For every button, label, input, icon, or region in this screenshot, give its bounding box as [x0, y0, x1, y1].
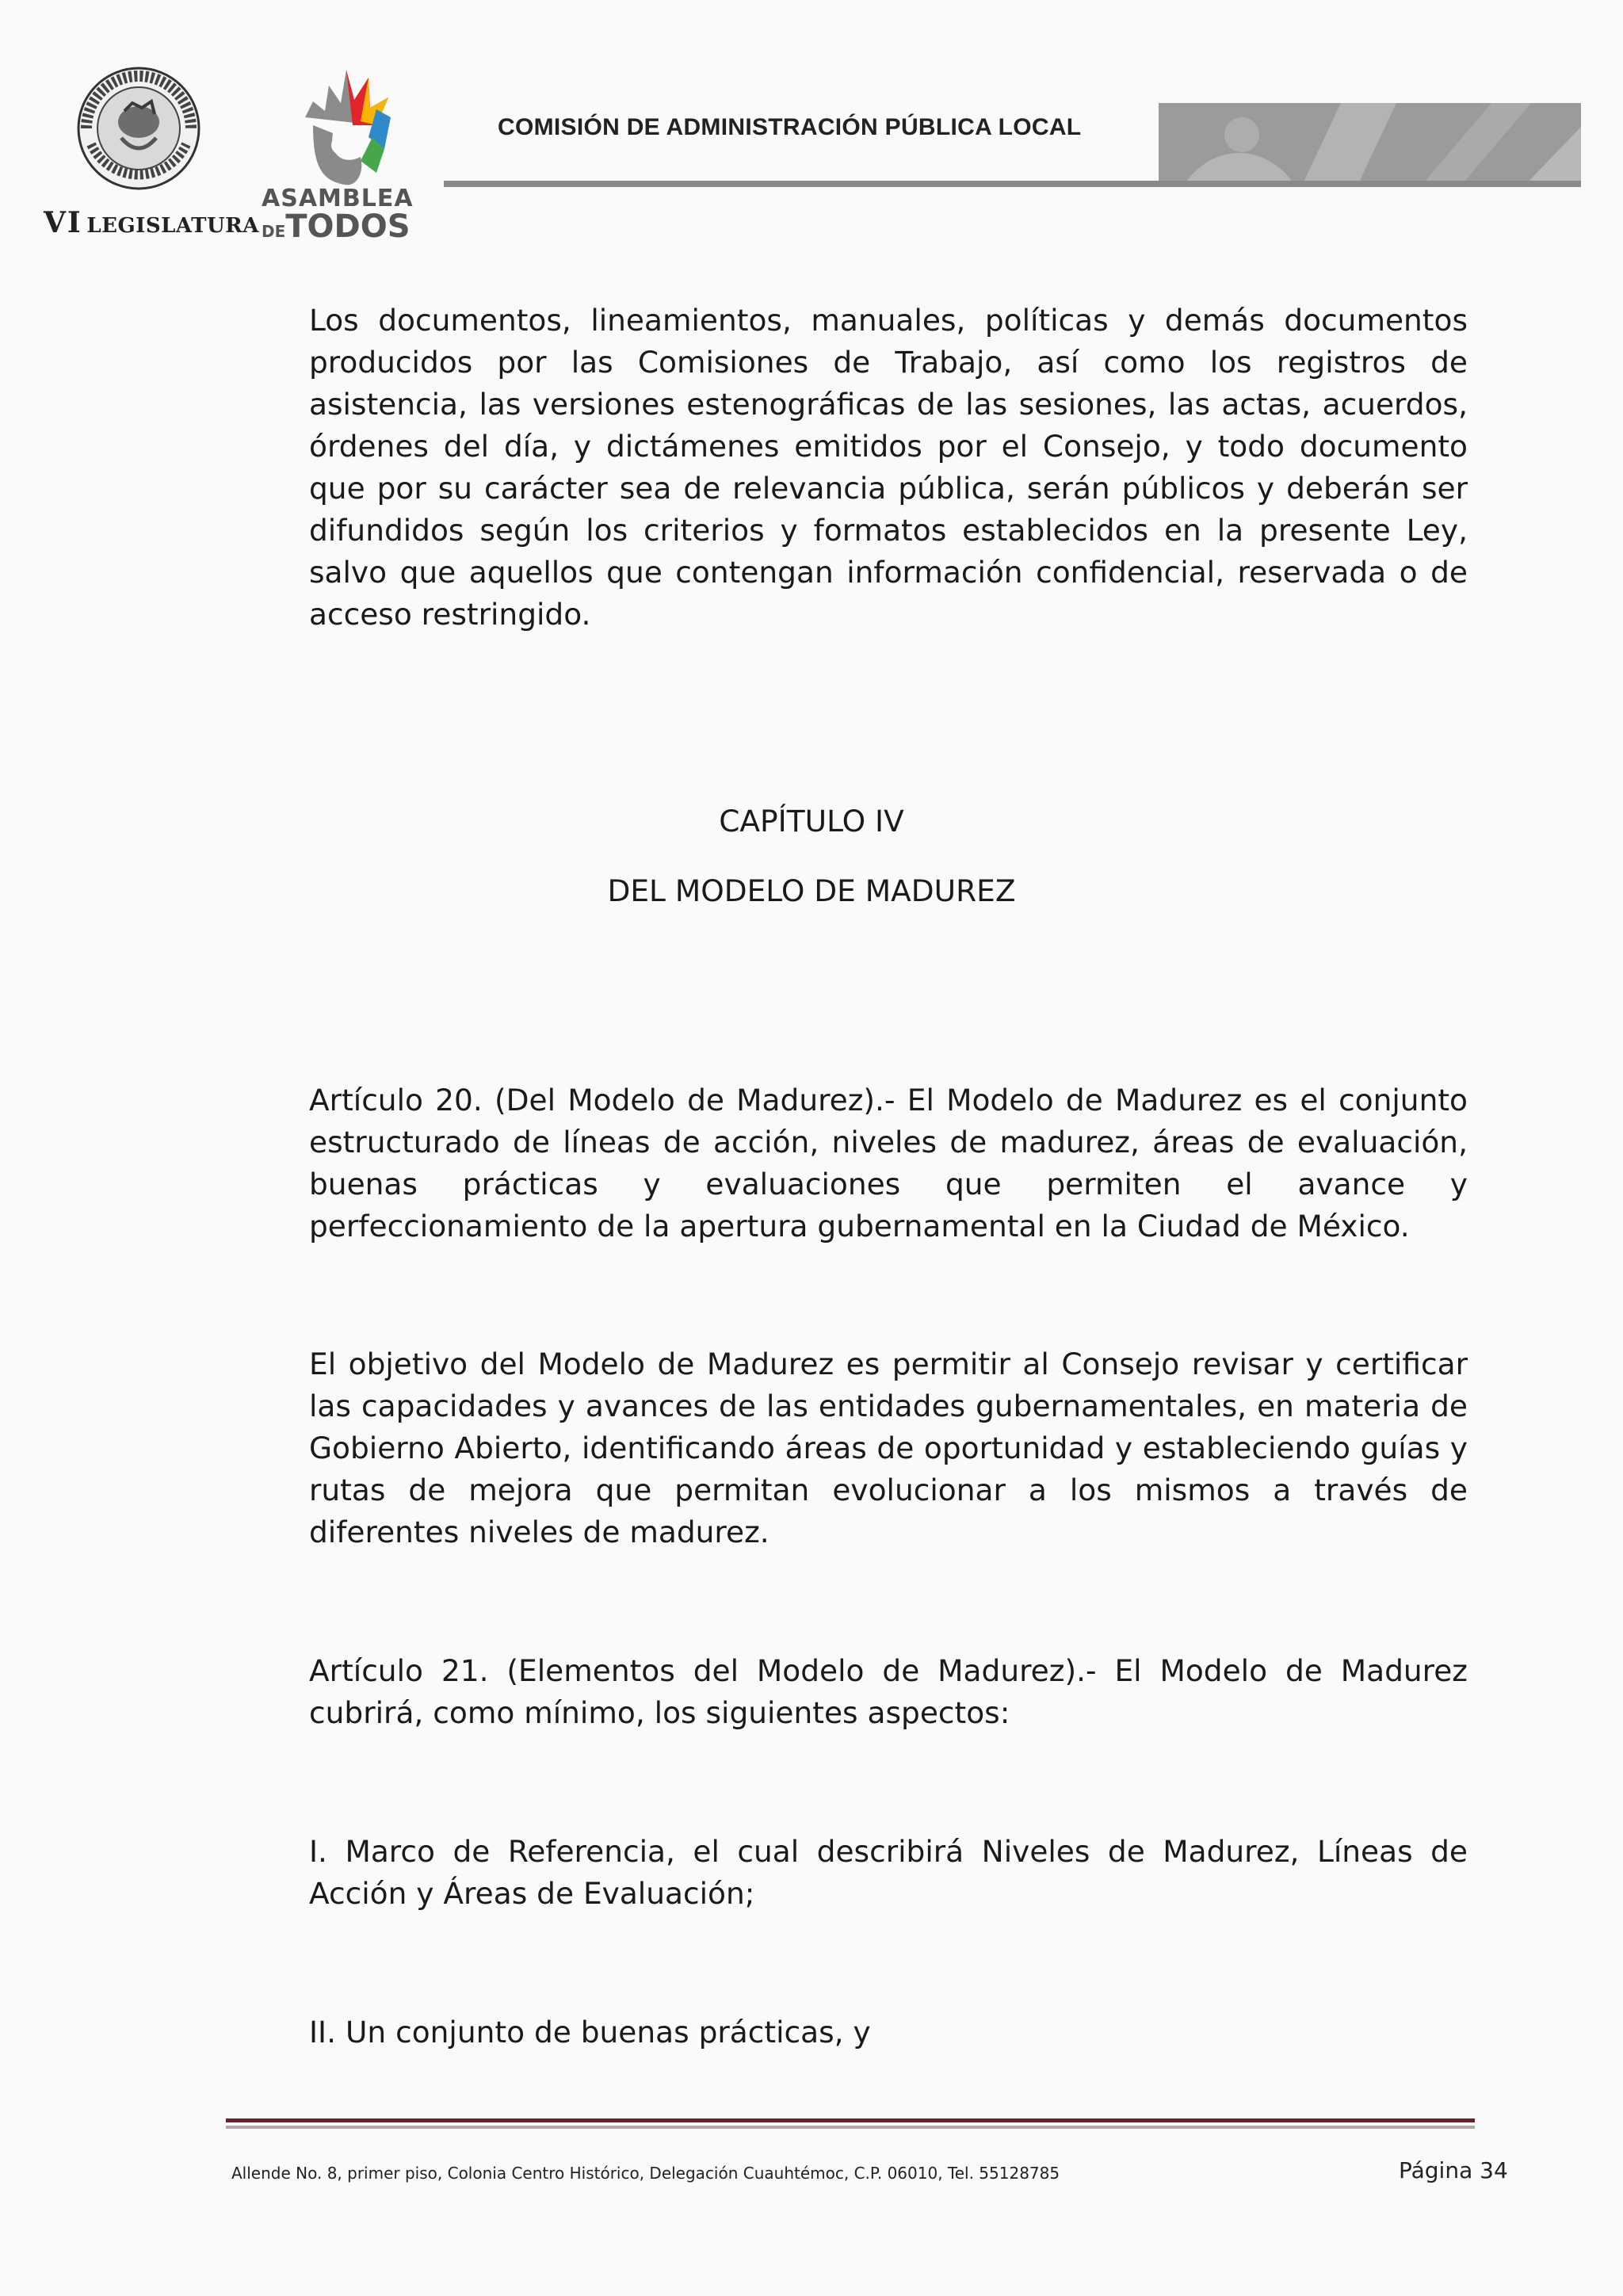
list-item-2: II. Un conjunto de buenas prácticas, y: [309, 2015, 871, 2050]
asamblea-wordmark: ASAMBLEA: [262, 185, 414, 212]
footer-rule-secondary: [226, 2126, 1475, 2129]
header-pattern-icon: [1159, 103, 1581, 187]
list-item-1: I. Marco de Referencia, el cual describirá Niveles de Madurez, Líneas de Acción y Áreas de Evaluación;: [309, 1834, 1468, 1911]
chapter-title: DEL MODELO DE MADUREZ: [607, 873, 1016, 908]
commission-title: COMISIÓN DE ADMINISTRACIÓN PÚBLICA LOCAL: [498, 114, 1082, 140]
article-20: Artículo 20. (Del Modelo de Madurez).- El Modelo de Madurez es el conjunto estructurado de líneas de acción, niveles de madurez, áreas de evaluación, buenas prácticas y evaluaciones que permiten el avance y perfeccionamiento de la apertura gubernamental en la Ciudad de México.: [309, 1083, 1468, 1244]
header-rule: [444, 181, 1581, 187]
coat-of-arms-icon: [75, 65, 202, 192]
paragraph-public-documents: Los documentos, lineamientos, manuales, políticas y demás documentos producidos por las Comisiones de Trabajo, así como los registros de asistencia, las versiones estenográficas de las sesiones, las actas, acuerdos, órdenes del día, y dictámenes emitidos por el Consejo, y todo documento que por su carácter sea de relevancia pública, serán públicos y deberán ser difundidos según los criterios y formatos establecidos en la presente Ley, salvo que aquellos que contengan información confidencial, reservada o de acceso restringido.: [309, 303, 1468, 632]
paragraph-objective: El objetivo del Modelo de Madurez es permitir al Consejo revisar y certificar las capacidades y avances de las entidades gubernamentales, en materia de Gobierno Abierto, identificando áreas de oportunidad y estableciendo guías y rutas de mejora que permitan evolucionar a los mismos a través de diferentes niveles de madurez.: [309, 1347, 1468, 1549]
todos-wordmark: TODOS: [285, 208, 411, 245]
article-21: Artículo 21. (Elementos del Modelo de Madurez).- El Modelo de Madurez cubrirá, como mínimo, los siguientes aspectos:: [309, 1653, 1468, 1730]
de-wordmark: DE: [262, 222, 286, 241]
legislature-numeral: VI: [44, 206, 82, 239]
page-number: Página 34: [1399, 2157, 1508, 2183]
footer-rule: [226, 2118, 1475, 2122]
footer-address: Allende No. 8, primer piso, Colonia Centro Histórico, Delegación Cuauhtémoc, C.P. 06010, Tel. 55128785: [231, 2164, 1060, 2183]
header-decorative-block: [1159, 103, 1581, 187]
legislature-label: LEGISLATURA: [86, 214, 259, 238]
chapter-number: CAPÍTULO IV: [719, 804, 904, 839]
asamblea-de-todos-icon: [297, 62, 396, 189]
